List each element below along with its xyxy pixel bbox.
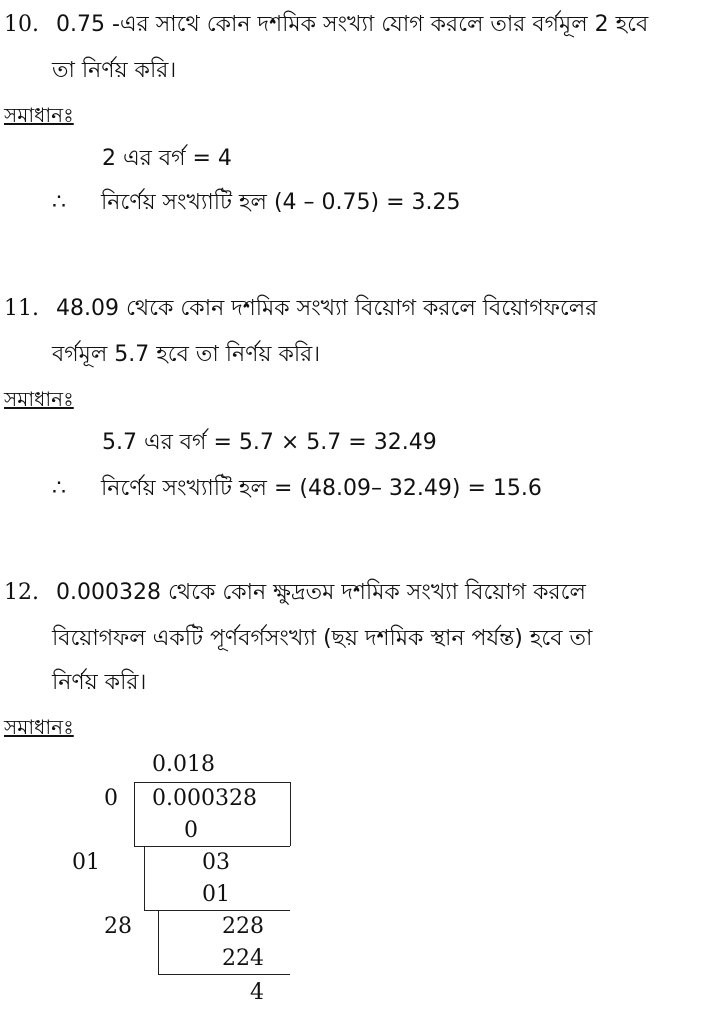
division-line-3: [158, 974, 290, 975]
division-bracket-1-right: [290, 782, 291, 846]
division-divisor-2: 01: [72, 850, 100, 875]
division-line-1: [134, 846, 290, 847]
q10-line1: [4, 10, 648, 40]
q11-step1: 5.7 এর বর্গ = 5.7 × 5.7 = 32.49: [102, 430, 437, 455]
therefore-symbol: ∴: [52, 190, 66, 215]
q11-line1: [4, 294, 597, 324]
q11-solution-heading: সমাধানঃ: [4, 387, 74, 411]
division-top-line: [134, 782, 290, 783]
q10-step2-row: [52, 188, 461, 218]
q12-text-line1: 0.000328 থেকে কোন ক্ষুদ্রতম দশমিক সংখ্যা বিয়োগ করলে: [56, 580, 586, 605]
q11-number: 11.: [4, 296, 39, 321]
q11-step2: নির্ণেয় সংখ্যাটি হল = (48.09– 32.49) = 15.6: [101, 476, 542, 501]
therefore-symbol: ∴: [52, 476, 66, 501]
division-dividend: 0.000328: [152, 786, 257, 811]
division-subtract-2: 01: [202, 882, 230, 907]
division-quotient: 0.018: [152, 752, 215, 777]
q10-text-line1: 0.75 -এর সাথে কোন দশমিক সংখ্যা যোগ করলে তার বর্গমূল 2 হবে: [56, 12, 649, 37]
division-subtract-1: 0: [184, 818, 198, 843]
q12-text-line2: বিয়োগফল একটি পূর্ণবর্গসংখ্যা (ছয় দশমিক স্থান পর্যন্ত) হবে তা: [52, 626, 593, 651]
q12-number: 12.: [4, 580, 39, 605]
division-remainder-1: 03: [202, 850, 230, 875]
division-subtract-3: 224: [222, 946, 264, 971]
division-bracket-1: [134, 782, 135, 846]
q10-solution-heading: সমাধানঃ: [4, 103, 74, 127]
division-line-2: [144, 910, 290, 911]
division-divisor-3: 28: [104, 914, 132, 939]
q12-line1: [4, 578, 586, 608]
q10-number: 10.: [4, 12, 39, 37]
q10-step2: নির্ণেয় সংখ্যাটি হল (4 – 0.75) = 3.25: [101, 190, 461, 215]
division-bracket-2: [144, 846, 145, 910]
q11-text-line2: বর্গমূল 5.7 হবে তা নির্ণয় করি।: [52, 342, 321, 367]
q11-text-line1: 48.09 থেকে কোন দশমিক সংখ্যা বিয়োগ করলে বিয়োগফলের: [56, 296, 598, 321]
division-bracket-3: [158, 910, 159, 974]
q10-text-line2: তা নির্ণয় করি।: [52, 58, 177, 83]
q12-solution-heading: সমাধানঃ: [4, 715, 74, 739]
division-divisor-1: 0: [104, 786, 118, 811]
q12-text-line3: নির্ণয় করি।: [52, 670, 147, 695]
division-final-remainder: 4: [250, 980, 264, 1005]
q10-step1: 2 এর বর্গ = 4: [102, 146, 232, 171]
q11-step2-row: [52, 474, 542, 504]
division-remainder-2: 228: [222, 914, 264, 939]
